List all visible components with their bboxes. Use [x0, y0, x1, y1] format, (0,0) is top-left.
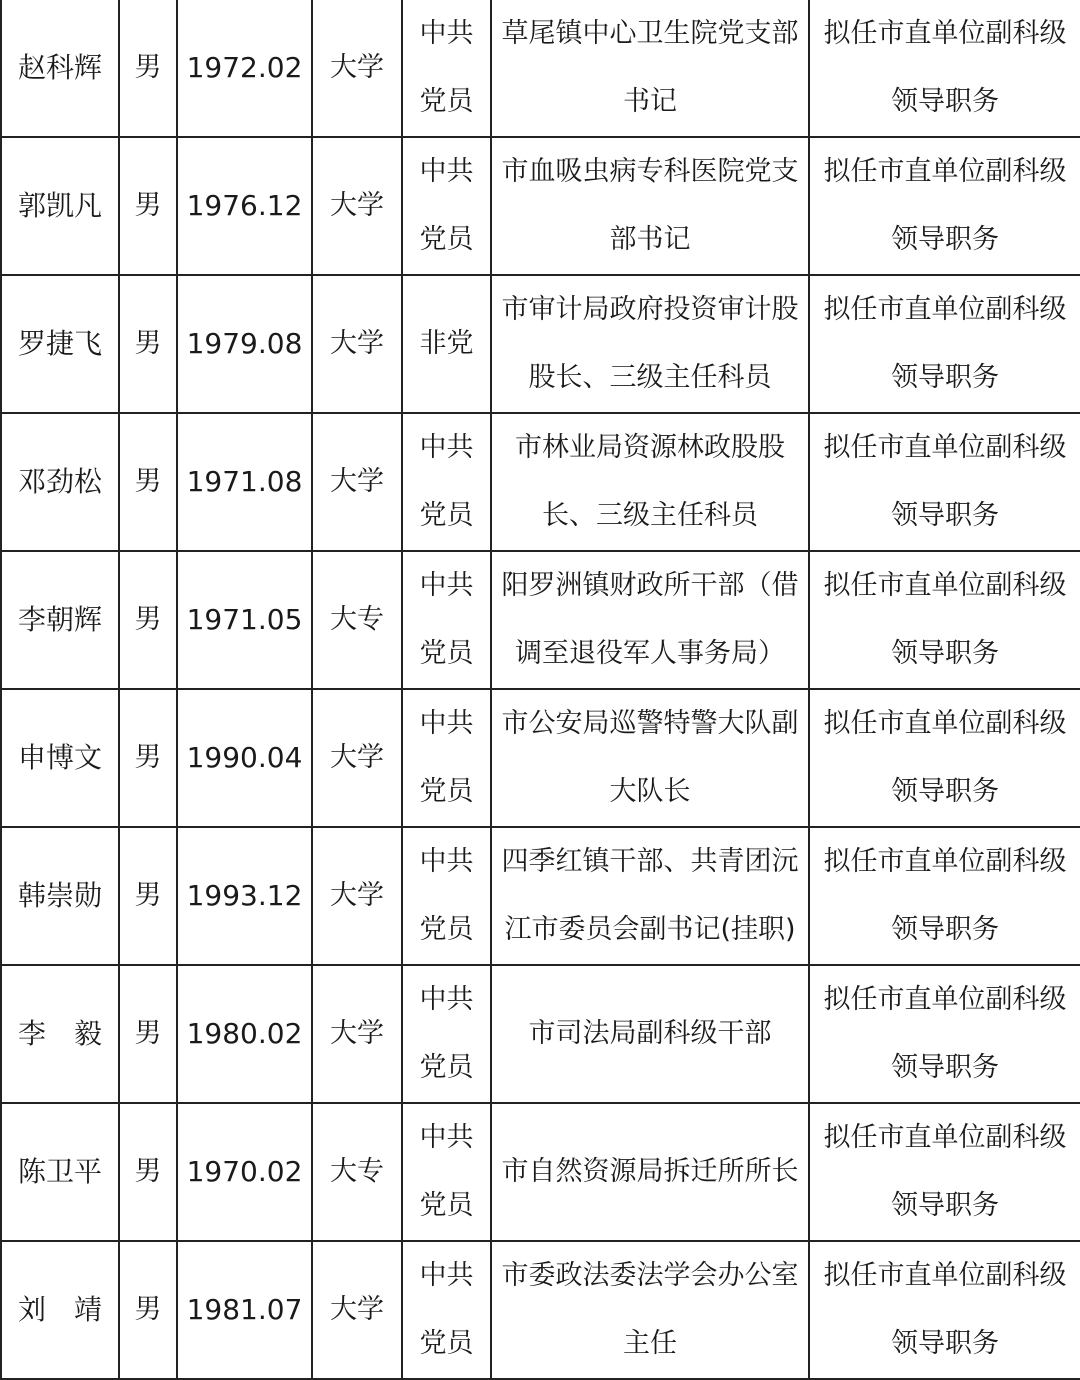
- birth-date-cell-text: 1971.08: [186, 465, 303, 498]
- name-cell: [1, 1241, 119, 1379]
- party-cell-text: 中共党员: [419, 708, 474, 807]
- party-cell-text: 中共党员: [419, 156, 474, 255]
- current-position-cell: [491, 0, 809, 137]
- party-cell-text: 中共党员: [419, 18, 474, 117]
- education-cell: [312, 413, 402, 551]
- name-cell: [1, 275, 119, 413]
- name-cell-text: 韩崇勋: [17, 879, 102, 912]
- current-position-cell: [491, 689, 809, 827]
- table-row: [1, 965, 1080, 1103]
- gender-cell-text: 男: [134, 1294, 162, 1325]
- birth-date-cell: [177, 0, 312, 137]
- current-position-cell: [491, 827, 809, 965]
- education-cell-text: 大学: [330, 742, 384, 773]
- table-row: [1, 1241, 1080, 1379]
- education-cell-text: 大学: [330, 52, 384, 83]
- education-cell: [312, 137, 402, 275]
- gender-cell-text: 男: [134, 52, 162, 83]
- birth-date-cell-text: 1971.05: [186, 603, 303, 636]
- proposed-position-cell-text: 拟任市直单位副科级领导职务: [823, 1260, 1067, 1359]
- birth-date-cell-text: 1979.08: [186, 327, 303, 360]
- current-position-cell-text: 市审计局政府投资审计股股长、三级主任科员: [501, 294, 799, 393]
- gender-cell: [119, 413, 177, 551]
- gender-cell-text: 男: [134, 880, 162, 911]
- gender-cell-text: 男: [134, 328, 162, 359]
- education-cell-text: 大专: [330, 604, 384, 635]
- name-cell: [1, 0, 119, 137]
- party-cell: [402, 965, 491, 1103]
- birth-date-cell: [177, 1103, 312, 1241]
- name-cell-text: 陈卫平: [17, 1155, 102, 1188]
- proposed-position-cell: [809, 1103, 1080, 1241]
- education-cell: [312, 1241, 402, 1379]
- proposed-position-cell-text: 拟任市直单位副科级领导职务: [823, 984, 1067, 1083]
- table-row: [1, 551, 1080, 689]
- education-cell: [312, 965, 402, 1103]
- name-cell: [1, 551, 119, 689]
- gender-cell: [119, 275, 177, 413]
- birth-date-cell: [177, 689, 312, 827]
- name-cell: [1, 827, 119, 965]
- proposed-position-cell: [809, 965, 1080, 1103]
- current-position-cell-text: 市委政法委法学会办公室主任: [501, 1260, 799, 1359]
- birth-date-cell-text: 1981.07: [186, 1293, 303, 1326]
- education-cell-text: 大学: [330, 328, 384, 359]
- party-cell: [402, 275, 491, 413]
- education-cell: [312, 689, 402, 827]
- current-position-cell: [491, 1241, 809, 1379]
- name-cell-text: 申博文: [17, 741, 102, 774]
- birth-date-cell-text: 1976.12: [186, 189, 303, 222]
- birth-date-cell-text: 1970.02: [186, 1155, 303, 1188]
- education-cell-text: 大学: [330, 1294, 384, 1325]
- current-position-cell: [491, 413, 809, 551]
- gender-cell: [119, 1241, 177, 1379]
- education-cell-text: 大学: [330, 1018, 384, 1049]
- birth-date-cell-text: 1990.04: [186, 741, 303, 774]
- proposed-position-cell: [809, 413, 1080, 551]
- party-cell: [402, 1103, 491, 1241]
- proposed-position-cell: [809, 1241, 1080, 1379]
- current-position-cell-text: 草尾镇中心卫生院党支部书记: [501, 18, 799, 117]
- current-position-cell-text: 阳罗洲镇财政所干部（借调至退役军人事务局）: [501, 570, 799, 669]
- education-cell-text: 大专: [330, 1156, 384, 1187]
- current-position-cell-text: 市司法局副科级干部: [528, 1018, 772, 1049]
- gender-cell-text: 男: [134, 742, 162, 773]
- gender-cell-text: 男: [134, 466, 162, 497]
- table-row: [1, 0, 1080, 137]
- current-position-cell-text: 市自然资源局拆迁所所长: [501, 1156, 799, 1187]
- party-cell-text: 中共党员: [419, 984, 474, 1083]
- proposed-position-cell: [809, 551, 1080, 689]
- gender-cell: [119, 965, 177, 1103]
- current-position-cell-text: 四季红镇干部、共青团沅江市委员会副书记(挂职): [501, 846, 799, 945]
- name-cell-text: 李朝辉: [17, 603, 102, 636]
- current-position-cell: [491, 965, 809, 1103]
- education-cell: [312, 827, 402, 965]
- name-cell: [1, 1103, 119, 1241]
- gender-cell-text: 男: [134, 604, 162, 635]
- proposed-position-cell-text: 拟任市直单位副科级领导职务: [823, 570, 1067, 669]
- table-row: [1, 137, 1080, 275]
- birth-date-cell: [177, 965, 312, 1103]
- current-position-cell: [491, 275, 809, 413]
- party-cell-text: 中共党员: [419, 846, 474, 945]
- current-position-cell: [491, 1103, 809, 1241]
- education-cell-text: 大学: [330, 466, 384, 497]
- education-cell: [312, 551, 402, 689]
- current-position-cell: [491, 137, 809, 275]
- name-cell-text: 赵科辉: [17, 51, 102, 84]
- birth-date-cell: [177, 1241, 312, 1379]
- proposed-position-cell-text: 拟任市直单位副科级领导职务: [823, 294, 1067, 393]
- birth-date-cell: [177, 275, 312, 413]
- gender-cell: [119, 0, 177, 137]
- proposed-position-cell-text: 拟任市直单位副科级领导职务: [823, 432, 1067, 531]
- name-cell: [1, 137, 119, 275]
- gender-cell: [119, 827, 177, 965]
- gender-cell: [119, 551, 177, 689]
- table-row: [1, 275, 1080, 413]
- proposed-position-cell: [809, 137, 1080, 275]
- party-cell: [402, 1241, 491, 1379]
- education-cell: [312, 275, 402, 413]
- proposed-position-cell: [809, 275, 1080, 413]
- current-position-cell-text: 市血吸虫病专科医院党支部书记: [501, 156, 799, 255]
- party-cell: [402, 827, 491, 965]
- name-cell-text: 罗捷飞: [17, 327, 102, 360]
- proposed-position-cell-text: 拟任市直单位副科级领导职务: [823, 1122, 1067, 1221]
- proposed-position-cell: [809, 827, 1080, 965]
- party-cell-text: 中共党员: [419, 432, 474, 531]
- birth-date-cell-text: 1993.12: [186, 879, 303, 912]
- current-position-cell: [491, 551, 809, 689]
- party-cell: [402, 413, 491, 551]
- party-cell-text: 中共党员: [419, 1122, 474, 1221]
- party-cell-text: 非党: [419, 328, 474, 359]
- table-row: [1, 827, 1080, 965]
- party-cell-text: 中共党员: [419, 570, 474, 669]
- education-cell: [312, 1103, 402, 1241]
- name-cell-text: 邓劲松: [17, 465, 102, 498]
- education-cell-text: 大学: [330, 190, 384, 221]
- party-cell-text: 中共党员: [419, 1260, 474, 1359]
- name-cell-text: 李 毅: [17, 1017, 102, 1050]
- proposed-position-cell-text: 拟任市直单位副科级领导职务: [823, 156, 1067, 255]
- current-position-cell-text: 市林业局资源林政股股长、三级主任科员: [515, 432, 785, 531]
- gender-cell: [119, 137, 177, 275]
- birth-date-cell-text: 1972.02: [186, 51, 303, 84]
- party-cell: [402, 551, 491, 689]
- education-cell-text: 大学: [330, 880, 384, 911]
- name-cell: [1, 689, 119, 827]
- table-row: [1, 413, 1080, 551]
- name-cell: [1, 413, 119, 551]
- table-row: [1, 1103, 1080, 1241]
- gender-cell-text: 男: [134, 190, 162, 221]
- proposed-position-cell-text: 拟任市直单位副科级领导职务: [823, 18, 1067, 117]
- proposed-position-cell-text: 拟任市直单位副科级领导职务: [823, 846, 1067, 945]
- name-cell-text: 郭凯凡: [17, 189, 102, 222]
- proposed-position-cell: [809, 689, 1080, 827]
- birth-date-cell: [177, 137, 312, 275]
- birth-date-cell: [177, 413, 312, 551]
- proposed-position-cell: [809, 0, 1080, 137]
- gender-cell: [119, 1103, 177, 1241]
- birth-date-cell: [177, 551, 312, 689]
- current-position-cell-text: 市公安局巡警特警大队副大队长: [501, 708, 799, 807]
- party-cell: [402, 0, 491, 137]
- proposed-position-cell-text: 拟任市直单位副科级领导职务: [823, 708, 1067, 807]
- birth-date-cell: [177, 827, 312, 965]
- gender-cell-text: 男: [134, 1018, 162, 1049]
- name-cell-text: 刘 靖: [17, 1293, 102, 1326]
- name-cell: [1, 965, 119, 1103]
- gender-cell-text: 男: [134, 1156, 162, 1187]
- birth-date-cell-text: 1980.02: [186, 1017, 303, 1050]
- table-row: [1, 689, 1080, 827]
- education-cell: [312, 0, 402, 137]
- party-cell: [402, 689, 491, 827]
- gender-cell: [119, 689, 177, 827]
- party-cell: [402, 137, 491, 275]
- table-body: [1, 0, 1080, 1379]
